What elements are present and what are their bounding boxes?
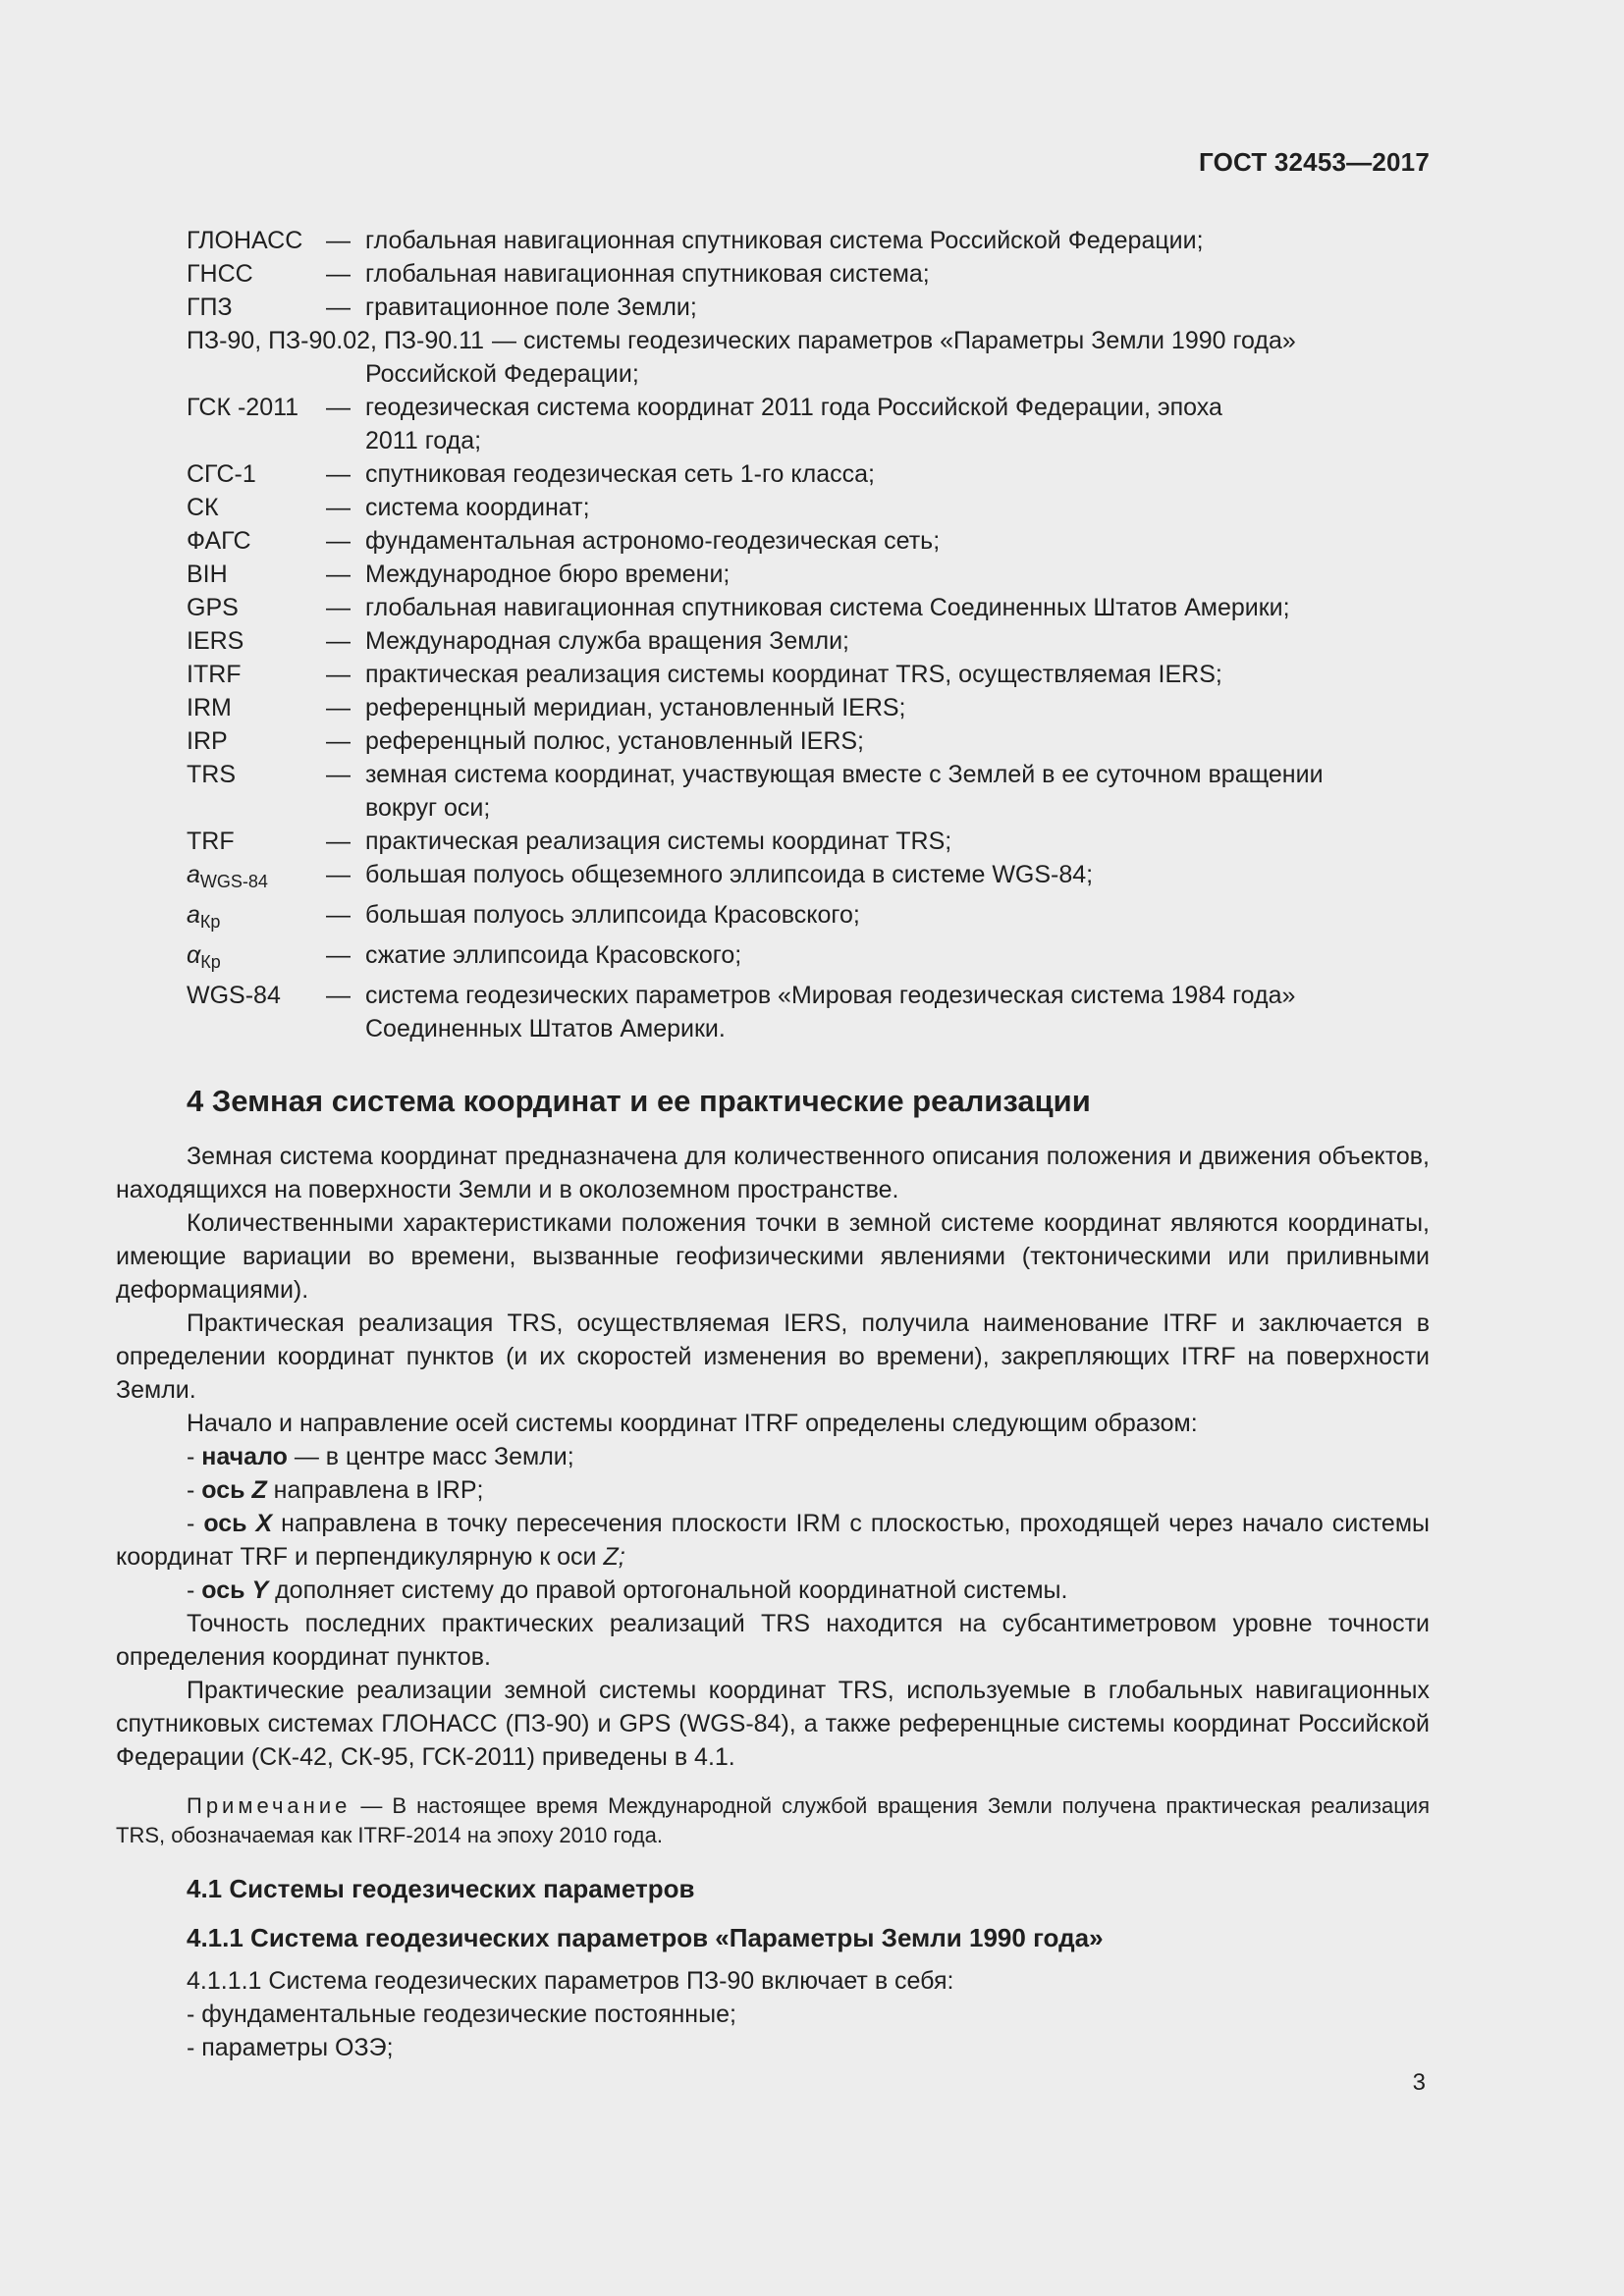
dash: — — [326, 394, 351, 421]
abbreviation-row — [187, 324, 1430, 357]
abbreviation-term: BIH — [187, 561, 228, 588]
dash: — — [326, 901, 351, 929]
standard-number: ГОСТ 32453—2017 — [1199, 147, 1430, 177]
definition-continuation: Российской Федерации; — [365, 360, 639, 388]
symbol-subscript: Кр — [199, 912, 221, 932]
abbreviation-term: WGS-84 — [187, 982, 281, 1009]
abbreviation-definition: большая полуось общеземного эллипсоида в системе WGS-84; — [365, 861, 1094, 888]
abbreviation-term: IRP — [187, 727, 228, 755]
abbreviation-row — [187, 524, 1430, 558]
abbreviation-definition: практическая реализация системы координат TRS, осуществляемая IERS; — [365, 661, 1222, 688]
abbreviation-definition: геодезическая система координат 2011 года Российской Федерации, эпоха — [365, 394, 1222, 421]
paragraph: Практические реализации земной системы координат TRS, используемые в глобальных навигационных спутниковых системах ГЛОНАСС (ПЗ-90) и GPS (WGS-84), а также референцные системы координат Российской Федерации (СК-42, СК-95, ГСК-2011) приведены в 4.1. — [116, 1677, 1430, 1771]
abbreviation-definition: система геодезических параметров «Мировая геодезическая система 1984 года» — [365, 982, 1296, 1009]
bold-term: ось — [201, 1576, 245, 1604]
abbreviation-definition: спутниковая геодезическая сеть 1-го класса; — [365, 460, 875, 488]
abbreviation-term: ГЛОНАСС — [187, 227, 303, 254]
abbreviation-term: ГПЗ — [187, 294, 233, 321]
symbol-subscript: Кр — [200, 952, 221, 972]
definition-text: системы геодезических параметров «Параметры Земли 1990 года» — [523, 327, 1296, 354]
page-number: 3 — [1412, 2069, 1426, 2096]
bold-term: ось — [203, 1510, 247, 1537]
axis-list-item: - ось X направлена в точку пересечения плоскости IRM с плоскостью, проходящей через начало системы координат TRF и перпендикулярную к оси Z; — [116, 1510, 1430, 1571]
note-text: — В настоящее время Международной службой вращения Земли получена практическая реализация TRS, обозначаемая как ITRF-2014 на эпоху 2010 года. — [116, 1793, 1430, 1847]
abbreviation-definition: большая полуось эллипсоида Красовского; — [365, 901, 860, 929]
abbreviation-row — [187, 898, 1430, 938]
axis-list-item: - начало — в центре масс Земли; — [187, 1443, 574, 1470]
note — [116, 1791, 1430, 1850]
dash: — — [326, 260, 351, 288]
abbreviation-definition: система координат; — [365, 494, 590, 521]
dash: — — [326, 227, 351, 254]
symbol-main: α — [187, 941, 201, 969]
abbreviation-term — [187, 938, 326, 979]
list-item: - фундаментальные геодезические постоянные; — [187, 2001, 736, 2028]
abbreviation-definition: референцный полюс, установленный IERS; — [365, 727, 865, 755]
abbreviation-term — [187, 898, 326, 938]
dash: — — [326, 761, 351, 788]
section-4-title: 4 Земная система координат и ее практические реализации — [187, 1084, 1091, 1118]
abbreviation-definition: фундаментальная астрономо-геодезическая сеть; — [365, 527, 941, 555]
definition-continuation: Соединенных Штатов Америки. — [365, 1015, 726, 1042]
dash: — — [326, 627, 351, 655]
abbreviation-row — [187, 979, 1430, 1012]
axis-list-item: - ось Y дополняет систему до правой ортогональной координатной системы. — [187, 1576, 1068, 1604]
abbreviation-definition: Международное бюро времени; — [365, 561, 731, 588]
section-4-1-title: 4.1 Системы геодезических параметров — [187, 1874, 695, 1903]
abbreviation-row — [187, 391, 1430, 424]
abbreviation-row — [187, 938, 1430, 979]
abbreviation-definition: глобальная навигационная спутниковая система Соединенных Штатов Америки; — [365, 594, 1290, 621]
abbreviation-row — [187, 858, 1430, 898]
paragraph: 4.1.1.1 Система геодезических параметров ПЗ-90 включает в себя: — [187, 1967, 954, 1995]
abbreviation-term: GPS — [187, 594, 239, 621]
abbreviation-row — [187, 291, 1430, 324]
item-text: направлена в точку пересечения плоскости IRM с плоскостью, проходящей через начало системы координат TRF и перпендикулярную к оси — [116, 1510, 1430, 1571]
paragraph: Начало и направление осей системы координат ITRF определены следующим образом: — [187, 1410, 1198, 1437]
abbreviation-definition — [492, 324, 1430, 357]
abbreviation-row — [187, 224, 1430, 257]
symbol-main: a — [187, 861, 200, 888]
bold-term: начало — [201, 1443, 288, 1470]
abbreviation-row — [187, 724, 1430, 758]
dash: — — [326, 460, 351, 488]
abbreviation-definition: практическая реализация системы координат TRS; — [365, 828, 952, 855]
abbreviation-row — [187, 591, 1430, 624]
axis-symbol: Z — [251, 1476, 267, 1504]
axis-list-item: - ось Z направлена в IRP; — [187, 1476, 484, 1504]
abbreviation-definition: глобальная навигационная спутниковая система; — [365, 260, 930, 288]
paragraph: Земная система координат предназначена для количественного описания положения и движения объектов, находящихся на поверхности Земли и в околоземном пространстве. — [116, 1143, 1430, 1203]
abbreviation-term: TRS — [187, 761, 236, 788]
bold-term: ось — [201, 1476, 245, 1504]
abbreviation-list — [116, 224, 1430, 1045]
abbreviation-definition: глобальная навигационная спутниковая система Российской Федерации; — [365, 227, 1204, 254]
abbreviation-definition: земная система координат, участвующая вместе с Землей в ее суточном вращении — [365, 761, 1324, 788]
abbreviation-definition: Международная служба вращения Земли; — [365, 627, 849, 655]
abbreviation-term: ITRF — [187, 661, 242, 688]
abbreviation-term: СК — [187, 494, 219, 521]
abbreviation-row — [187, 491, 1430, 524]
paragraph: Точность последних практических реализаций TRS находится на субсантиметровом уровне точности определения координат пунктов. — [116, 1610, 1430, 1671]
abbreviation-term: IRM — [187, 694, 232, 721]
item-text: направлена в IRP; — [266, 1476, 484, 1504]
abbreviation-term: ФАГС — [187, 527, 251, 555]
abbreviation-term — [187, 858, 326, 898]
abbreviation-term: ПЗ-90, ПЗ-90.02, ПЗ-90.11 — [187, 327, 485, 354]
abbreviation-row — [187, 691, 1430, 724]
axis-symbol: X — [255, 1510, 273, 1537]
axis-symbol: Y — [251, 1576, 269, 1604]
dash: — — [326, 527, 351, 555]
abbreviation-row — [187, 758, 1430, 791]
dash: — — [492, 327, 517, 354]
definition-continuation: вокруг оси; — [365, 794, 491, 822]
abbreviation-definition: референцный меридиан, установленный IERS; — [365, 694, 906, 721]
abbreviation-row — [187, 658, 1430, 691]
paragraph: Количественными характеристиками положения точки в земной системе координат являются координаты, имеющие вариации во времени, вызванные геофизическими явлениями (тектоническими или приливными деформациями). — [116, 1209, 1430, 1304]
list-item: - параметры ОЗЭ; — [187, 2034, 394, 2061]
abbreviation-definition: гравитационное поле Земли; — [365, 294, 697, 321]
dash: — — [326, 982, 351, 1009]
paragraph: Практическая реализация TRS, осуществляемая IERS, получила наименование ITRF и заключается в определении координат пунктов (и их скоростей изменения во времени), закрепляющих ITRF на поверхности Земли. — [116, 1309, 1430, 1404]
abbreviation-row — [187, 257, 1430, 291]
item-text: — в центре масс Земли; — [287, 1443, 574, 1470]
dash: — — [326, 727, 351, 755]
dash: — — [326, 561, 351, 588]
page-content — [116, 224, 1430, 2064]
abbreviation-term: ГНСС — [187, 260, 253, 288]
abbreviation-definition: сжатие эллипсоида Красовского; — [365, 941, 742, 969]
abbreviation-row — [187, 624, 1430, 658]
abbreviation-term: СГС-1 — [187, 460, 256, 488]
symbol-main: a — [187, 901, 200, 929]
abbreviation-row — [187, 457, 1430, 491]
dash: — — [326, 594, 351, 621]
dash: — — [326, 861, 351, 888]
definition-continuation: 2011 года; — [365, 427, 482, 454]
abbreviation-row — [187, 825, 1430, 858]
symbol-subscript: WGS-84 — [199, 872, 268, 891]
dash: — — [326, 941, 351, 969]
abbreviation-term: IERS — [187, 627, 244, 655]
abbreviation-row — [187, 558, 1430, 591]
item-text: дополняет систему до правой ортогональной координатной системы. — [268, 1576, 1068, 1604]
abbreviation-term: TRF — [187, 828, 235, 855]
section-4-1-1-title: 4.1.1 Система геодезических параметров «Параметры Земли 1990 года» — [187, 1923, 1104, 1952]
dash: — — [326, 661, 351, 688]
dash: — — [326, 694, 351, 721]
abbreviation-term: ГСК -2011 — [187, 394, 299, 421]
dash: — — [326, 828, 351, 855]
dash: — — [326, 294, 351, 321]
note-label: Примечание — [187, 1793, 352, 1818]
dash: — — [326, 494, 351, 521]
axis-symbol: Z; — [603, 1543, 625, 1571]
